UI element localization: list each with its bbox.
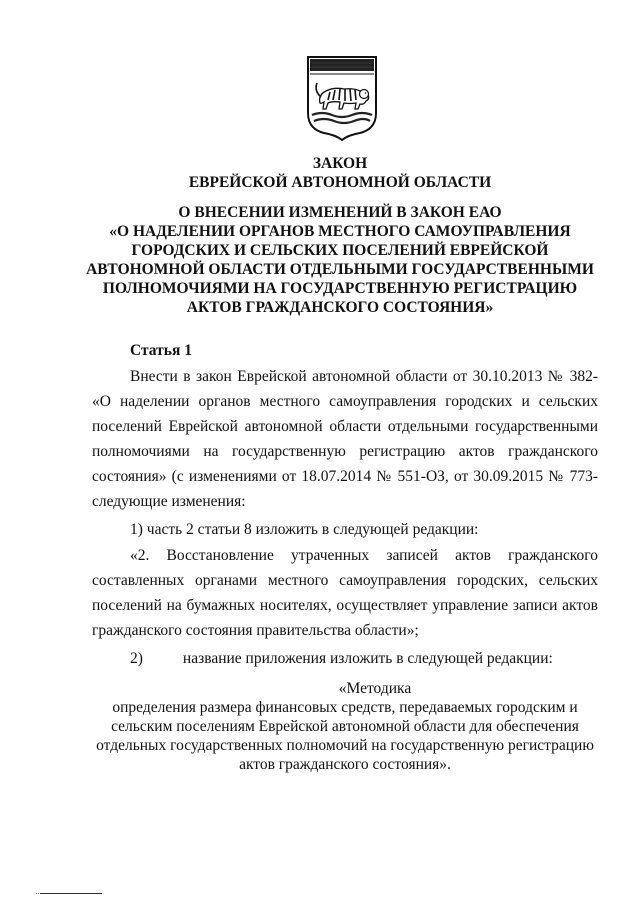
subject-line-5: ПОЛНОМОЧИЯМИ НА ГОСУДАРСТВЕННУЮ РЕГИСТРАЦИЮ (102, 280, 578, 297)
methodology-title (80, 679, 610, 774)
law-subject (60, 203, 620, 317)
methodology-line-3: сельским поселениям Еврейской автономной области для обеспечения (111, 718, 579, 735)
item-1 (130, 517, 600, 542)
subject-line-2: «О НАДЕЛЕНИИ ОРГАНОВ МЕСТНОГО САМОУПРАВЛЕНИЯ (109, 223, 571, 240)
footnote-separator (40, 893, 102, 894)
article-heading: Статья 1 (130, 342, 192, 359)
methodology-line-4: отдельных государственных полномочий на государственную регистрацию (96, 737, 594, 754)
item-2-text: название приложения изложить в следующей редакции: (182, 650, 553, 667)
methodology-line-1: «Методика (338, 680, 412, 697)
paragraph-line: «О наделении органов местного самоуправления городских и сельских (92, 393, 598, 410)
item-2-number: 2) (130, 650, 143, 667)
quote-line: составленных органами местного самоуправления городских, сельских (92, 572, 598, 589)
paragraph-line: Внести в закон Еврейской автономной области от 30.10.2013 № 382- (130, 368, 598, 385)
item-2-line (130, 646, 600, 671)
subject-line-3: ГОРОДСКИХ И СЕЛЬСКИХ ПОСЕЛЕНИЙ ЕВРЕЙСКОЙ (131, 242, 549, 259)
title-line-1: ЗАКОН (312, 155, 368, 172)
paragraph-line: полномочиями на государственную регистрацию актов гражданского (92, 443, 598, 460)
quote-line: «2. Восстановление утраченных записей актов гражданского (130, 547, 598, 564)
quote-line: гражданского состояния правительства области»; (92, 622, 419, 639)
paragraph-1 (92, 364, 598, 514)
item-1-text: 1) часть 2 статьи 8 изложить в следующей редакции: (130, 521, 479, 538)
item-2 (130, 646, 600, 671)
paragraph-line: состояния» (с изменениями от 18.07.2014 № 551-ОЗ, от 30.09.2015 № 773- (92, 468, 598, 485)
law-title (60, 154, 620, 192)
paragraph-line: поселений Еврейской автономной области отдельными государственными (92, 418, 598, 435)
methodology-line-5: актов гражданского состояния». (239, 756, 451, 773)
paragraph-line: следующие изменения: (92, 493, 246, 510)
methodology-line-2: определения размера финансовых средств, передаваемых городским и (112, 699, 578, 716)
title-line-2: ЕВРЕЙСКОЙ АВТОНОМНОЙ ОБЛАСТИ (188, 174, 492, 191)
subject-line-4: АВТОНОМНОЙ ОБЛАСТИ ОТДЕЛЬНЫМИ ГОСУДАРСТВЕННЫМИ (86, 261, 594, 278)
quote-line: поселений на бумажных носителях, осуществляет управление записи актов (92, 597, 598, 614)
subject-line-1: О ВНЕСЕНИИ ИЗМЕНЕНИЙ В ЗАКОН ЕАО (178, 204, 502, 221)
footnote-mark (36, 893, 39, 894)
subject-line-6: АКТОВ ГРАЖДАНСКОГО СОСТОЯНИЯ» (186, 299, 494, 316)
coat-of-arms-tiger-icon (304, 55, 380, 141)
quote-1 (92, 543, 598, 643)
